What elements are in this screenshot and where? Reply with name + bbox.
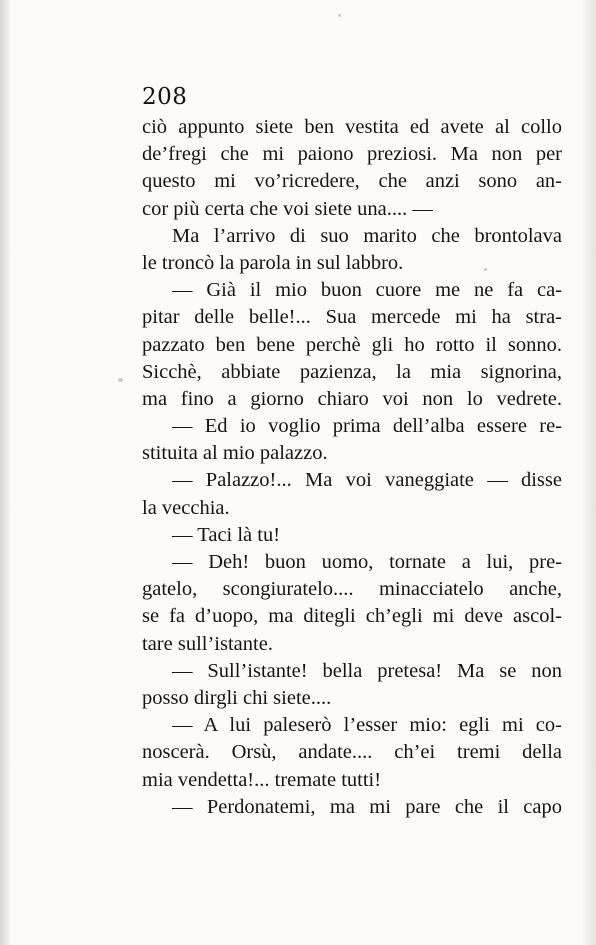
- text-line: pazzato ben bene perchè gli ho rotto il sonno.: [142, 333, 562, 356]
- paper-speck: [118, 378, 123, 382]
- text-line: stituita al mio palazzo.: [142, 442, 328, 465]
- text-line: — Ed io voglio prima dell’alba essere re-: [172, 415, 562, 438]
- text-line: de’fregi che mi paiono preziosi. Ma non per: [142, 143, 562, 166]
- text-line: le troncò la parola in sul labbro.: [142, 251, 404, 274]
- text-line: cor più certa che voi siete una.... —: [142, 197, 433, 220]
- text-line: — Perdonatemi, ma mi pare che il capo: [172, 795, 562, 818]
- text-line: ciò appunto siete ben vestita ed avete al collo: [142, 116, 562, 138]
- text-line: pitar delle belle!... Sua mercede mi ha stra-: [142, 306, 562, 329]
- text-line: questo mi vo’ricredere, che anzi sono an-: [142, 170, 562, 193]
- text-line: gatelo, scongiuratelo.... minacciatelo anche,: [142, 578, 562, 601]
- text-line: la vecchia.: [142, 496, 230, 519]
- text-line: — Già il mio buon cuore me ne fa ca-: [172, 279, 562, 302]
- body-text: [142, 114, 562, 821]
- text-line: — Deh! buon uomo, tornate a lui, pre-: [172, 551, 562, 573]
- text-line: Ma l’arrivo di suo marito che brontolava: [172, 224, 562, 247]
- page-gutter-left: [0, 0, 10, 945]
- text-line: ma fino a giorno chiaro voi non lo vedrete.: [142, 387, 562, 410]
- text-line: — Taci là tu!: [172, 523, 281, 546]
- paper-speck: [338, 14, 341, 17]
- text-line: — A lui paleserò l’esser mio: egli mi co-: [172, 714, 562, 737]
- text-line: Sicchè, abbiate pazienza, la mia signorina,: [142, 360, 562, 383]
- text-line: noscerà. Orsù, andate.... ch’ei tremi della: [142, 741, 562, 764]
- text-line: — Sull’istante! bella pretesa! Ma se non: [172, 659, 562, 682]
- page-number: 208: [142, 84, 188, 110]
- text-line: — Palazzo!... Ma voi vaneggiate — disse: [172, 469, 562, 492]
- text-line: tare sull’istante.: [142, 632, 273, 655]
- page-edge-right: [582, 0, 596, 945]
- text-line: se fa d’uopo, ma ditegli ch’egli mi deve ascol-: [142, 605, 562, 628]
- text-line: mia vendetta!... tremate tutti!: [142, 768, 382, 791]
- text-line: posso dirgli chi siete....: [142, 686, 332, 709]
